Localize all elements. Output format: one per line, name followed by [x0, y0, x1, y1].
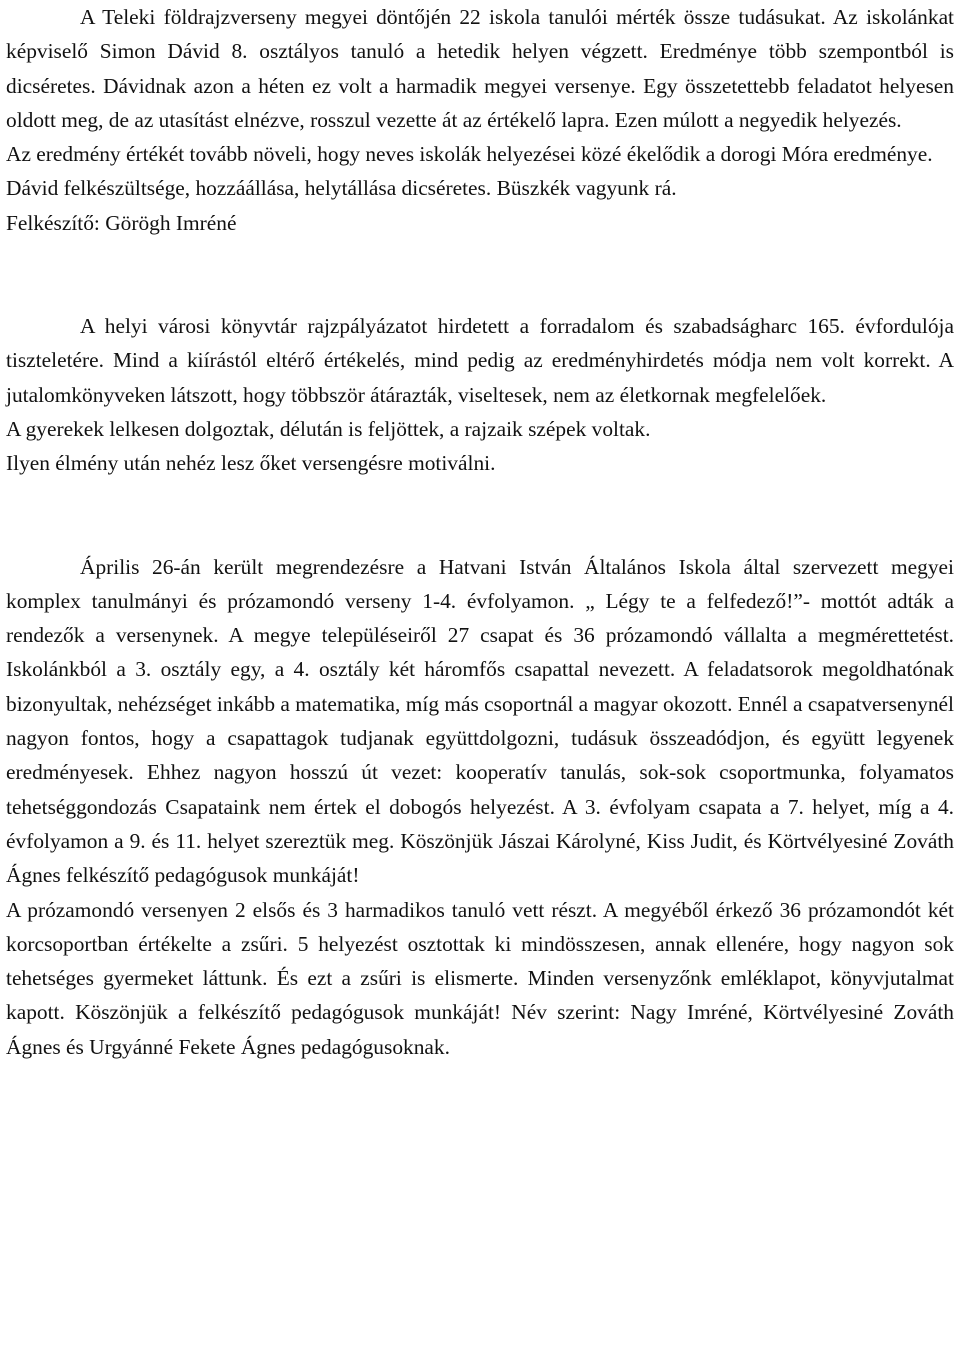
section-spacer — [6, 481, 954, 550]
paragraph-david-praise: Dávid felkészültsége, hozzáállása, helytállása dicséretes. Büszkék vagyunk rá. — [6, 176, 677, 201]
section-spacer — [6, 240, 954, 309]
paragraph-drawing-contest: A helyi városi könyvtár rajzpályázatot hirdetett a forradalom és szabadságharc 165. évfordulója tiszteletére. Mind a kiírástól eltérő értékelés, mind pedig az eredményhirdetés módja nem volt korrekt. A jutalomkönyveken látszott, hogy többször átárazták, viseltesek, nem az életkornak megfelelőek. — [6, 314, 954, 407]
paragraph-teacher-credit: Felkészítő: Görögh Imréné — [6, 210, 237, 235]
paragraph-recitation-contest: A prózamondó versenyen 2 elsős és 3 harmadikos tanuló vett részt. A megyéből érkező 36 prózamondót két korcsoportban értékelte a zsűri. 5 helyezést osztottak ki mindösszesen, annak ellenére, hogy nagyon sok tehetséges gyermeket láttunk. És ezt a zsűri is elismerte. Minden versenyzőnk emléklapot, könyvjutalmat kapott. Köszönjük a felkészítő pedagógusok munkáját! Név szerint: Nagy Imréné, Körtvélyesiné Zováth Ágnes és Urgyánné Fekete Ágnes pedagógusoknak. — [6, 897, 954, 1059]
paragraph-complex-competition: Április 26-án került megrendezésre a Hatvani István Általános Iskola által szervezett megyei komplex tanulmányi és prózamondó verseny 1-4. évfolyamon. „ Légy te a felfedező!”- mottót adták a rendezők a versenynek. A megye településeiről 27 csapat és 36 prózamondó vállalta a megmérettetést. Iskolánkból a 3. osztály egy, a 4. osztály két háromfős csapattal nevezett. A feladatsorok megoldhatónak bizonyultak, nehézséget inkább a matematika, míg más csoportnál a magyar okozott. Ennél a csapatversenynél nagyon fontos, hogy a csapattagok tudjanak együttdolgozni, tudásuk összeadódjon, és együtt legyenek eredményesek. Ehhez nagyon hosszú út vezet: kooperatív tanulás, sok-sok csoportmunka, folyamatos tehetséggondozás Csapataink nem értek el dobogós helyezést. A 3. évfolyam csapata a 7. helyet, míg a 4. évfolyamon a 9. és 11. helyet szereztük meg. Köszönjük Jászai Károlyné, Kiss Judit, és Körtvélyesiné Zováth Ágnes felkészítő pedagógusok munkáját! — [6, 554, 954, 888]
document-body — [6, 0, 954, 1064]
paragraph-motivation: Ilyen élmény után nehéz lesz őket versengésre motiválni. — [6, 451, 496, 476]
paragraph-result-value: Az eredmény értékét tovább növeli, hogy neves iskolák helyezései közé ékelődik a dorogi Móra eredménye. — [6, 142, 933, 167]
paragraph-children-effort: A gyerekek lelkesen dolgoztak, délután is feljöttek, a rajzaik szépek voltak. — [6, 416, 651, 441]
paragraph-teleki-result: A Teleki földrajzverseny megyei döntőjén 22 iskola tanulói mérték össze tudásukat. Az iskolánkat képviselő Simon Dávid 8. osztályos tanuló a hetedik helyen végzett. Eredménye több szempontból is dicséretes. Dávidnak azon a héten ez volt a harmadik megyei versenye. Egy összetettebb feladatot helyesen oldott meg, de az utasítást elnézve, rosszul vezette át az értékelő lapra. Ezen múlott a negyedik helyezés. — [6, 5, 954, 132]
